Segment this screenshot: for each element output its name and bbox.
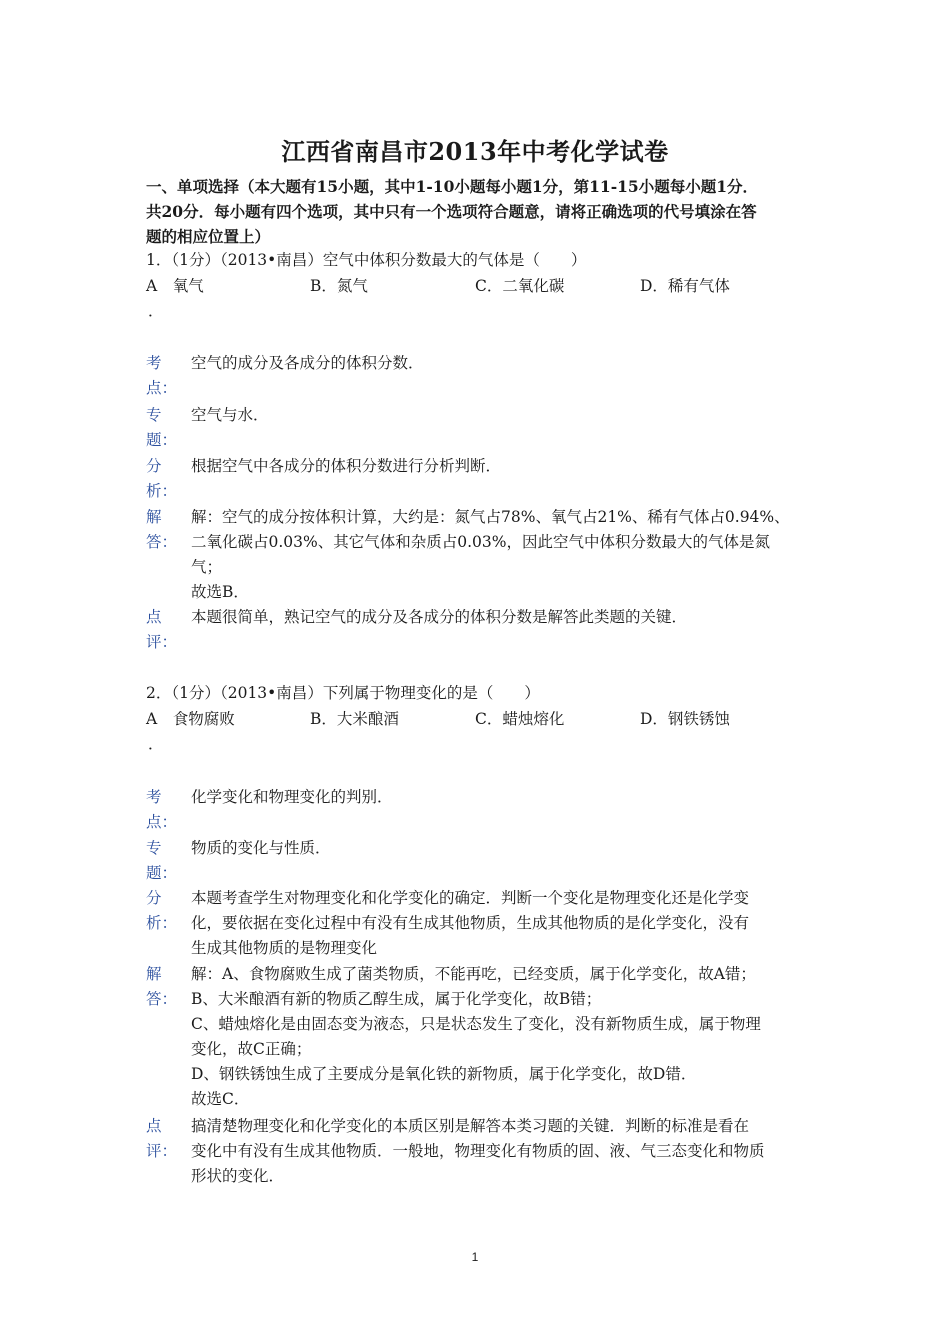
text-line: 形状的变化． — [191, 1167, 285, 1185]
text-line: 空气与水． — [191, 406, 269, 424]
fenxi-label — [146, 886, 178, 936]
text-line: 根据空气中各成分的体积分数进行分析判断． — [191, 457, 502, 475]
kaodian-text — [191, 351, 811, 376]
text-line: 变化中有没有生成其他物质．一般地，物理变化有物质的固、液、气三态变化和物质 — [191, 1142, 765, 1160]
option-dot: ． — [148, 735, 164, 753]
text-line: B、大米酿酒有新的物质乙醇生成，属于化学变化，故B错； — [191, 990, 602, 1008]
question-2-options — [146, 707, 811, 733]
jieda-label — [146, 962, 178, 1012]
label-char: 点 — [146, 1117, 162, 1135]
jieda-text — [191, 505, 811, 605]
label-char: 析： — [146, 914, 178, 932]
label-char: 点： — [146, 813, 178, 831]
jieda-label — [146, 505, 178, 555]
question-2-stem: 2．（1分）（2013•南昌）下列属于物理变化的是（ ） — [146, 684, 540, 702]
text-line: 故选B． — [191, 583, 249, 601]
section-line: 题的相应位置上） — [146, 227, 271, 246]
text-line: 二氧化碳占0.03%、其它气体和杂质占0.03%，因此空气中体积分数最大的气体是氮 — [191, 533, 770, 551]
option-b: B．氮气 — [310, 277, 368, 295]
label-char: 专 — [146, 839, 162, 857]
kaodian-text — [191, 785, 811, 810]
label-char: 解 — [146, 965, 162, 983]
dianping-text — [191, 1114, 811, 1189]
fenxi-label — [146, 454, 178, 504]
option-d: D．稀有气体 — [640, 277, 730, 295]
label-char: 分 — [146, 457, 162, 475]
dianping-label — [146, 1114, 178, 1164]
label-char: 题： — [146, 431, 178, 449]
kaodian-label — [146, 785, 178, 835]
label-char: 答： — [146, 990, 178, 1008]
text-line: 解：空气的成分按体积计算，大约是：氮气占78%、氧气占21%、稀有气体占0.94%、 — [191, 508, 790, 526]
label-char: 题： — [146, 864, 178, 882]
section-heading — [146, 174, 811, 249]
label-char: 答： — [146, 533, 178, 551]
text-line: 变化，故C正确； — [191, 1040, 312, 1058]
text-line: 故选C． — [191, 1090, 250, 1108]
label-char: 专 — [146, 406, 162, 424]
section-line: 共20分．每小题有四个选项，其中只有一个选项符合题意，请将正确选项的代号填涂在答 — [146, 202, 757, 221]
zhuanti-label — [146, 836, 178, 886]
zhuanti-text — [191, 836, 811, 861]
label-char: 点 — [146, 608, 162, 626]
text-line: 搞清楚物理变化和化学变化的本质区别是解答本类习题的关键．判断的标准是看在 — [191, 1117, 750, 1135]
kaodian-label — [146, 351, 178, 401]
text-line: 空气的成分及各成分的体积分数． — [191, 354, 424, 372]
text-line: 本题很简单，熟记空气的成分及各成分的体积分数是解答此类题的关键． — [191, 608, 688, 626]
jieda-text — [191, 962, 811, 1112]
option-d: D．钢铁锈蚀 — [640, 710, 730, 728]
text-line: 生成其他物质的是物理变化 — [191, 939, 378, 957]
option-dot: ． — [148, 302, 164, 320]
label-char: 析： — [146, 482, 178, 500]
option-b: B．大米酿酒 — [310, 710, 399, 728]
question-1-options — [146, 274, 811, 300]
dianping-label — [146, 605, 178, 655]
text-line: 气； — [191, 558, 223, 576]
label-char: 考 — [146, 354, 162, 372]
option-a: A 氧气 — [146, 277, 204, 295]
option-c: C．蜡烛熔化 — [475, 710, 565, 728]
zhuanti-text — [191, 403, 811, 428]
label-char: 点： — [146, 379, 178, 397]
option-c: C．二氧化碳 — [475, 277, 565, 295]
label-char: 评： — [146, 633, 178, 651]
text-line: 解：A、食物腐败生成了菌类物质，不能再吃，已经变质，属于化学变化，故A错； — [191, 965, 756, 983]
text-line: 物质的变化与性质． — [191, 839, 331, 857]
option-a: A 食物腐败 — [146, 710, 235, 728]
page-number: 1 — [471, 1250, 479, 1264]
fenxi-text — [191, 454, 811, 479]
fenxi-text — [191, 886, 811, 961]
question-1-stem: 1．（1分）（2013•南昌）空气中体积分数最大的气体是（ ） — [146, 251, 587, 269]
label-char: 考 — [146, 788, 162, 806]
zhuanti-label — [146, 403, 178, 453]
label-char: 评： — [146, 1142, 178, 1160]
section-line: 一、单项选择（本大题有15小题，其中1-10小题每小题1分，第11-15小题每小题1分． — [146, 177, 759, 196]
text-line: 本题考查学生对物理变化和化学变化的确定．判断一个变化是物理变化还是化学变 — [191, 889, 750, 907]
text-line: 化，要依据在变化过程中有没有生成其他物质，生成其他物质的是化学变化，没有 — [191, 914, 750, 932]
text-line: C、蜡烛熔化是由固态变为液态，只是状态发生了变化，没有新物质生成，属于物理 — [191, 1015, 761, 1033]
text-line: 化学变化和物理变化的判别． — [191, 788, 393, 806]
dianping-text — [191, 605, 811, 630]
page-title: 江西省南昌市2013年中考化学试卷 — [281, 137, 669, 166]
text-line: D、钢铁锈蚀生成了主要成分是氧化铁的新物质，属于化学变化，故D错． — [191, 1065, 697, 1083]
label-char: 分 — [146, 889, 162, 907]
label-char: 解 — [146, 508, 162, 526]
